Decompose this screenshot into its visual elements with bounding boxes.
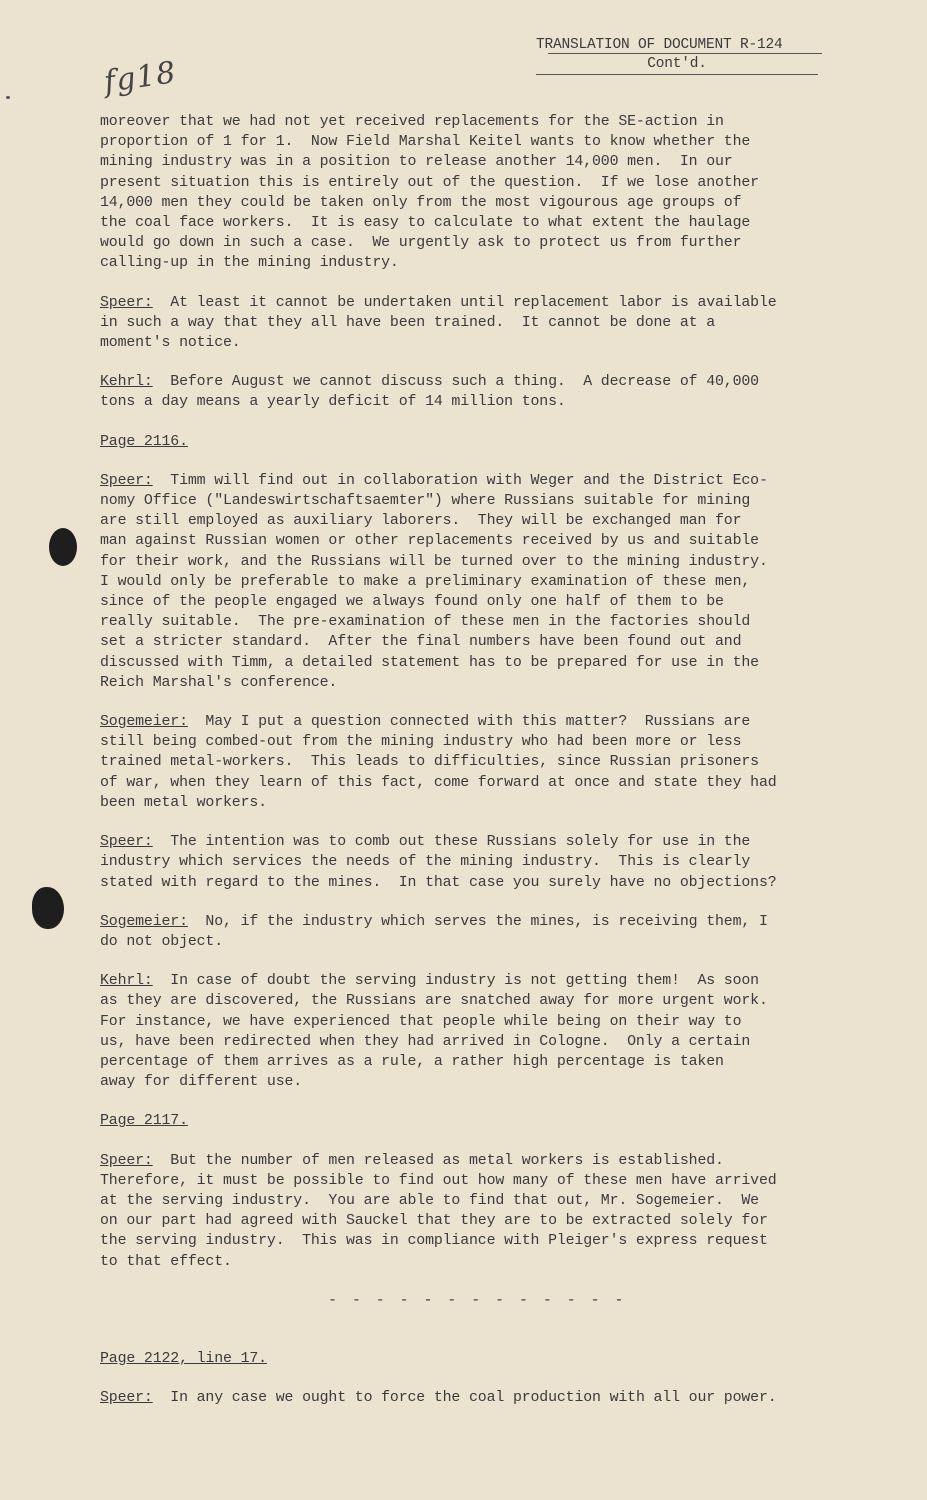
paragraph xyxy=(100,372,860,412)
paragraph-text: moreover that we had not yet received replacements for the SE-action in proportion of 1 for 1. Now Field Marshal Keitel wants to know whether the mining industry was in a position to release another 14,000 men. In our present situation this is entirely out of the question. If we lose another 14,000 men they could be taken only from the most vigourous age groups of the coal face workers. It is easy to calculate to what extent the haulage would go down in such a case. We urgently ask to protect us from further calling-up in the mining industry. xyxy=(100,114,759,272)
paragraph xyxy=(100,1388,860,1408)
punch-hole-mark xyxy=(49,528,77,566)
paragraph-text: May I put a question connected with this matter? Russians are still being combed-out from the mining industry who had been more or less trained metal-workers. This leads to difficulties, since Russian prisoners of war, when they learn of this fact, come forward at once and state they had been metal workers. xyxy=(100,714,777,811)
paragraph xyxy=(100,471,860,693)
section-divider: - - - - - - - - - - - - - xyxy=(328,1292,627,1309)
speaker-name: Speer: xyxy=(100,1390,153,1407)
speaker-name: Speer: xyxy=(100,834,153,851)
paragraph-text: In case of doubt the serving industry is not getting them! As soon as they are discovered, the Russians are snatched away for more urgent work. For instance, we have experienced that people while being on their way to us, have been redirected when they had arrived in Cologne. Only a certain percentage of them arrives as a rule, a rather high percentage is taken away for different use. xyxy=(100,973,768,1091)
page-reference: Page 2122, line 17. xyxy=(100,1350,267,1367)
header-title: TRANSLATION OF DOCUMENT R-124 xyxy=(536,37,783,53)
paragraph-text: Timm will find out in collaboration with Weger and the District Eco- nomy Office ("Landeswirtschaftsaemter") where Russians suitable for mining are still employed as auxiliary laborers. They will be exchanged man for man against Russian women or other replacements received by us and suitable for their work, and the Russians will be turned over to the mining industry. I would only be preferable to make a preliminary examination of these men, since of the people engaged we always found only one half of them to be really suitable. The pre-examination of these men in the factories should set a stricter standard. After the final numbers have been found out and discussed with Timm, a detailed statement has to be prepared for use in the Reich Marshal's conference. xyxy=(100,472,768,691)
handwritten-note: fg18 xyxy=(101,55,179,100)
page-reference: Page 2116. xyxy=(100,433,188,450)
paragraph xyxy=(100,912,860,952)
paragraph-text: No, if the industry which serves the mines, is receiving them, I do not object. xyxy=(100,913,768,950)
speaker-name: Kehrl: xyxy=(100,973,153,990)
paragraph xyxy=(100,971,860,1092)
paragraph-text: Before August we cannot discuss such a thing. A decrease of 40,000 tons a day means a yearly deficit of 14 million tons. xyxy=(100,374,759,411)
document-header xyxy=(536,36,818,73)
paragraph-text: In any case we ought to force the coal production with all our power. xyxy=(152,1390,777,1407)
paragraph xyxy=(100,293,860,354)
punch-hole-mark xyxy=(32,887,64,929)
speaker-name: Sogemeier: xyxy=(100,913,188,930)
header-rule xyxy=(536,74,818,75)
paragraph-text: But the number of men released as metal workers is established. Therefore, it must be possible to find out how many of these men have arrived at the serving industry. You are able to find that out, Mr. Sogemeier. We on our part had agreed with Sauckel that they are to be extracted solely for the serving industry. This was in compliance with Pleiger's express request to that effect. xyxy=(100,1152,777,1270)
paragraph-text: At least it cannot be undertaken until replacement labor is available in such a way that they all have been trained. It cannot be done at a moment's notice. xyxy=(100,294,777,352)
paragraph xyxy=(100,712,860,813)
speaker-name: Speer: xyxy=(100,472,153,489)
speaker-name: Speer: xyxy=(100,1152,153,1169)
header-underline xyxy=(548,53,822,54)
speaker-name: Speer: xyxy=(100,294,153,311)
paragraph xyxy=(100,112,860,274)
header-contd: Cont'd. xyxy=(647,56,707,72)
speck-mark xyxy=(6,96,10,99)
paragraph xyxy=(100,832,860,893)
paragraph-text: The intention was to comb out these Russians solely for use in the industry which services the needs of the mining industry. This is clearly stated with regard to the mines. In that case you surely have no objections? xyxy=(100,834,777,891)
speaker-name: Sogemeier: xyxy=(100,714,188,731)
page-reference: Page 2117. xyxy=(100,1113,188,1130)
paragraph xyxy=(100,1151,860,1272)
document-body xyxy=(100,112,860,1427)
speaker-name: Kehrl: xyxy=(100,374,153,391)
